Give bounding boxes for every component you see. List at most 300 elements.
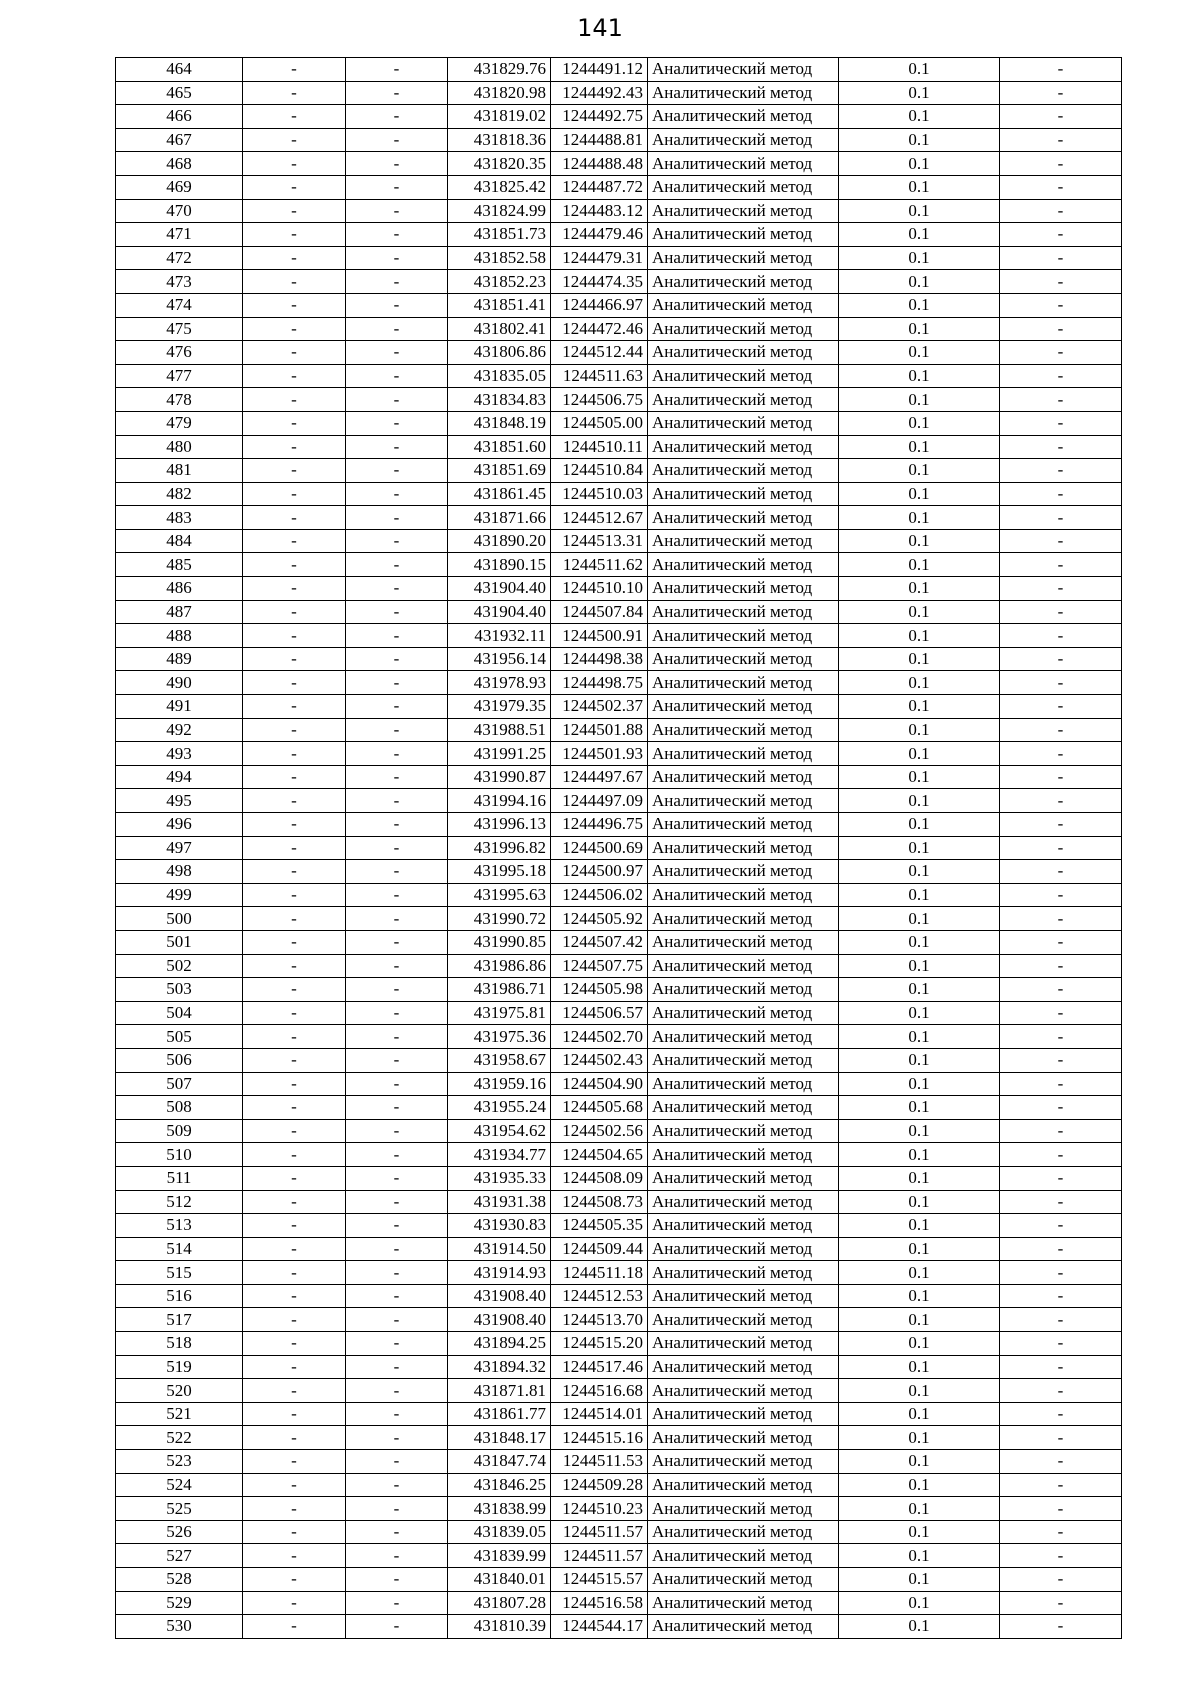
empty-cell: - — [1000, 1190, 1122, 1214]
x-coordinate-cell: 431852.58 — [448, 246, 551, 270]
point-number-cell: 473 — [116, 270, 243, 294]
y-coordinate-cell: 1244491.12 — [551, 58, 648, 82]
empty-cell: - — [1000, 695, 1122, 719]
x-coordinate-cell: 431956.14 — [448, 647, 551, 671]
empty-cell: - — [346, 742, 448, 766]
x-coordinate-cell: 431958.67 — [448, 1048, 551, 1072]
y-coordinate-cell: 1244502.43 — [551, 1048, 648, 1072]
empty-cell: - — [346, 435, 448, 459]
table-row — [116, 1450, 1122, 1474]
accuracy-cell: 0.1 — [839, 1497, 1000, 1521]
accuracy-cell: 0.1 — [839, 435, 1000, 459]
empty-cell: - — [1000, 789, 1122, 813]
empty-cell: - — [243, 506, 346, 530]
table-row — [116, 175, 1122, 199]
method-cell: Аналитический метод — [648, 978, 839, 1002]
empty-cell: - — [243, 1332, 346, 1356]
accuracy-cell: 0.1 — [839, 1214, 1000, 1238]
x-coordinate-cell: 431848.17 — [448, 1426, 551, 1450]
point-number-cell: 486 — [116, 577, 243, 601]
x-coordinate-cell: 431914.50 — [448, 1237, 551, 1261]
point-number-cell: 521 — [116, 1402, 243, 1426]
empty-cell: - — [346, 883, 448, 907]
table-row — [116, 1615, 1122, 1639]
point-number-cell: 483 — [116, 506, 243, 530]
method-cell: Аналитический метод — [648, 482, 839, 506]
table-row — [116, 58, 1122, 82]
x-coordinate-cell: 431890.20 — [448, 529, 551, 553]
method-cell: Аналитический метод — [648, 81, 839, 105]
empty-cell: - — [346, 978, 448, 1002]
point-number-cell: 517 — [116, 1308, 243, 1332]
empty-cell: - — [346, 246, 448, 270]
x-coordinate-cell: 431839.99 — [448, 1544, 551, 1568]
point-number-cell: 497 — [116, 836, 243, 860]
table-row — [116, 883, 1122, 907]
point-number-cell: 504 — [116, 1001, 243, 1025]
accuracy-cell: 0.1 — [839, 1237, 1000, 1261]
empty-cell: - — [346, 1426, 448, 1450]
method-cell: Аналитический метод — [648, 1615, 839, 1639]
table-row — [116, 813, 1122, 837]
empty-cell: - — [1000, 293, 1122, 317]
method-cell: Аналитический метод — [648, 765, 839, 789]
empty-cell: - — [243, 954, 346, 978]
empty-cell: - — [243, 1402, 346, 1426]
table-row — [116, 1190, 1122, 1214]
table-row — [116, 671, 1122, 695]
x-coordinate-cell: 431991.25 — [448, 742, 551, 766]
table-row — [116, 1261, 1122, 1285]
y-coordinate-cell: 1244507.42 — [551, 930, 648, 954]
y-coordinate-cell: 1244510.03 — [551, 482, 648, 506]
accuracy-cell: 0.1 — [839, 506, 1000, 530]
x-coordinate-cell: 431806.86 — [448, 341, 551, 365]
x-coordinate-cell: 431986.71 — [448, 978, 551, 1002]
empty-cell: - — [346, 1591, 448, 1615]
x-coordinate-cell: 431990.85 — [448, 930, 551, 954]
table-row — [116, 600, 1122, 624]
accuracy-cell: 0.1 — [839, 459, 1000, 483]
empty-cell: - — [1000, 482, 1122, 506]
point-number-cell: 516 — [116, 1284, 243, 1308]
table-row — [116, 435, 1122, 459]
empty-cell: - — [243, 1355, 346, 1379]
point-number-cell: 524 — [116, 1473, 243, 1497]
empty-cell: - — [1000, 813, 1122, 837]
point-number-cell: 499 — [116, 883, 243, 907]
x-coordinate-cell: 431990.72 — [448, 907, 551, 931]
y-coordinate-cell: 1244510.11 — [551, 435, 648, 459]
accuracy-cell: 0.1 — [839, 411, 1000, 435]
empty-cell: - — [1000, 199, 1122, 223]
accuracy-cell: 0.1 — [839, 223, 1000, 247]
accuracy-cell: 0.1 — [839, 647, 1000, 671]
empty-cell: - — [243, 1591, 346, 1615]
empty-cell: - — [1000, 647, 1122, 671]
point-number-cell: 474 — [116, 293, 243, 317]
table-row — [116, 364, 1122, 388]
table-row — [116, 293, 1122, 317]
empty-cell: - — [243, 175, 346, 199]
method-cell: Аналитический метод — [648, 1214, 839, 1238]
y-coordinate-cell: 1244488.48 — [551, 152, 648, 176]
empty-cell: - — [346, 1048, 448, 1072]
y-coordinate-cell: 1244511.63 — [551, 364, 648, 388]
method-cell: Аналитический метод — [648, 742, 839, 766]
accuracy-cell: 0.1 — [839, 813, 1000, 837]
empty-cell: - — [346, 58, 448, 82]
empty-cell: - — [243, 1520, 346, 1544]
y-coordinate-cell: 1244479.46 — [551, 223, 648, 247]
empty-cell: - — [243, 223, 346, 247]
method-cell: Аналитический метод — [648, 246, 839, 270]
table-row — [116, 1001, 1122, 1025]
x-coordinate-cell: 431988.51 — [448, 718, 551, 742]
empty-cell: - — [346, 105, 448, 129]
empty-cell: - — [243, 411, 346, 435]
empty-cell: - — [1000, 1308, 1122, 1332]
accuracy-cell: 0.1 — [839, 199, 1000, 223]
method-cell: Аналитический метод — [648, 1497, 839, 1521]
table-row — [116, 1544, 1122, 1568]
y-coordinate-cell: 1244502.70 — [551, 1025, 648, 1049]
y-coordinate-cell: 1244498.75 — [551, 671, 648, 695]
empty-cell: - — [243, 435, 346, 459]
table-row — [116, 1143, 1122, 1167]
empty-cell: - — [243, 577, 346, 601]
empty-cell: - — [346, 765, 448, 789]
table-row — [116, 553, 1122, 577]
point-number-cell: 464 — [116, 58, 243, 82]
empty-cell: - — [1000, 765, 1122, 789]
x-coordinate-cell: 431871.66 — [448, 506, 551, 530]
empty-cell: - — [346, 1001, 448, 1025]
empty-cell: - — [243, 1615, 346, 1639]
y-coordinate-cell: 1244500.69 — [551, 836, 648, 860]
y-coordinate-cell: 1244510.84 — [551, 459, 648, 483]
table-body — [116, 58, 1122, 1639]
x-coordinate-cell: 431847.74 — [448, 1450, 551, 1474]
method-cell: Аналитический метод — [648, 1308, 839, 1332]
accuracy-cell: 0.1 — [839, 364, 1000, 388]
empty-cell: - — [243, 1214, 346, 1238]
x-coordinate-cell: 431818.36 — [448, 128, 551, 152]
accuracy-cell: 0.1 — [839, 860, 1000, 884]
empty-cell: - — [1000, 506, 1122, 530]
x-coordinate-cell: 431839.05 — [448, 1520, 551, 1544]
accuracy-cell: 0.1 — [839, 270, 1000, 294]
x-coordinate-cell: 431994.16 — [448, 789, 551, 813]
empty-cell: - — [243, 978, 346, 1002]
empty-cell: - — [243, 765, 346, 789]
point-number-cell: 475 — [116, 317, 243, 341]
y-coordinate-cell: 1244487.72 — [551, 175, 648, 199]
table-row — [116, 1379, 1122, 1403]
table-row — [116, 1237, 1122, 1261]
empty-cell: - — [346, 600, 448, 624]
empty-cell: - — [1000, 1214, 1122, 1238]
empty-cell: - — [1000, 1096, 1122, 1120]
empty-cell: - — [1000, 1237, 1122, 1261]
table-row — [116, 1332, 1122, 1356]
empty-cell: - — [346, 1473, 448, 1497]
x-coordinate-cell: 431908.40 — [448, 1284, 551, 1308]
x-coordinate-cell: 431851.60 — [448, 435, 551, 459]
empty-cell: - — [346, 1497, 448, 1521]
y-coordinate-cell: 1244498.38 — [551, 647, 648, 671]
empty-cell: - — [1000, 1402, 1122, 1426]
point-number-cell: 509 — [116, 1119, 243, 1143]
empty-cell: - — [346, 341, 448, 365]
method-cell: Аналитический метод — [648, 1426, 839, 1450]
accuracy-cell: 0.1 — [839, 1473, 1000, 1497]
y-coordinate-cell: 1244472.46 — [551, 317, 648, 341]
empty-cell: - — [243, 624, 346, 648]
table-row — [116, 1520, 1122, 1544]
empty-cell: - — [243, 293, 346, 317]
method-cell: Аналитический метод — [648, 1544, 839, 1568]
point-number-cell: 505 — [116, 1025, 243, 1049]
table-row — [116, 978, 1122, 1002]
table-row — [116, 1048, 1122, 1072]
x-coordinate-cell: 431975.36 — [448, 1025, 551, 1049]
method-cell: Аналитический метод — [648, 105, 839, 129]
method-cell: Аналитический метод — [648, 1119, 839, 1143]
empty-cell: - — [243, 364, 346, 388]
point-number-cell: 479 — [116, 411, 243, 435]
method-cell: Аналитический метод — [648, 1048, 839, 1072]
y-coordinate-cell: 1244506.57 — [551, 1001, 648, 1025]
empty-cell: - — [346, 930, 448, 954]
table-row — [116, 1166, 1122, 1190]
accuracy-cell: 0.1 — [839, 1615, 1000, 1639]
y-coordinate-cell: 1244474.35 — [551, 270, 648, 294]
empty-cell: - — [1000, 1048, 1122, 1072]
empty-cell: - — [346, 175, 448, 199]
accuracy-cell: 0.1 — [839, 907, 1000, 931]
table-row — [116, 789, 1122, 813]
method-cell: Аналитический метод — [648, 1568, 839, 1592]
empty-cell: - — [243, 1426, 346, 1450]
point-number-cell: 491 — [116, 695, 243, 719]
empty-cell: - — [243, 600, 346, 624]
accuracy-cell: 0.1 — [839, 246, 1000, 270]
point-number-cell: 480 — [116, 435, 243, 459]
empty-cell: - — [1000, 624, 1122, 648]
table-row — [116, 907, 1122, 931]
point-number-cell: 465 — [116, 81, 243, 105]
empty-cell: - — [243, 1568, 346, 1592]
point-number-cell: 528 — [116, 1568, 243, 1592]
empty-cell: - — [243, 742, 346, 766]
point-number-cell: 487 — [116, 600, 243, 624]
method-cell: Аналитический метод — [648, 1096, 839, 1120]
empty-cell: - — [346, 907, 448, 931]
empty-cell: - — [243, 1237, 346, 1261]
point-number-cell: 527 — [116, 1544, 243, 1568]
empty-cell: - — [1000, 1520, 1122, 1544]
point-number-cell: 467 — [116, 128, 243, 152]
accuracy-cell: 0.1 — [839, 718, 1000, 742]
x-coordinate-cell: 431852.23 — [448, 270, 551, 294]
empty-cell: - — [1000, 364, 1122, 388]
empty-cell: - — [346, 317, 448, 341]
table-row — [116, 246, 1122, 270]
method-cell: Аналитический метод — [648, 1402, 839, 1426]
accuracy-cell: 0.1 — [839, 1591, 1000, 1615]
table-row — [116, 695, 1122, 719]
accuracy-cell: 0.1 — [839, 1143, 1000, 1167]
y-coordinate-cell: 1244513.70 — [551, 1308, 648, 1332]
empty-cell: - — [1000, 1072, 1122, 1096]
accuracy-cell: 0.1 — [839, 553, 1000, 577]
method-cell: Аналитический метод — [648, 175, 839, 199]
table-row — [116, 1591, 1122, 1615]
accuracy-cell: 0.1 — [839, 1568, 1000, 1592]
point-number-cell: 488 — [116, 624, 243, 648]
x-coordinate-cell: 431986.86 — [448, 954, 551, 978]
y-coordinate-cell: 1244507.84 — [551, 600, 648, 624]
accuracy-cell: 0.1 — [839, 175, 1000, 199]
point-number-cell: 519 — [116, 1355, 243, 1379]
table-row — [116, 482, 1122, 506]
table-row — [116, 930, 1122, 954]
point-number-cell: 476 — [116, 341, 243, 365]
empty-cell: - — [1000, 152, 1122, 176]
empty-cell: - — [243, 128, 346, 152]
empty-cell: - — [243, 81, 346, 105]
empty-cell: - — [346, 1119, 448, 1143]
empty-cell: - — [243, 1096, 346, 1120]
accuracy-cell: 0.1 — [839, 341, 1000, 365]
method-cell: Аналитический метод — [648, 954, 839, 978]
empty-cell: - — [243, 1001, 346, 1025]
empty-cell: - — [346, 411, 448, 435]
point-number-cell: 525 — [116, 1497, 243, 1521]
empty-cell: - — [1000, 1568, 1122, 1592]
empty-cell: - — [1000, 553, 1122, 577]
empty-cell: - — [243, 1119, 346, 1143]
empty-cell: - — [1000, 317, 1122, 341]
empty-cell: - — [243, 341, 346, 365]
empty-cell: - — [1000, 930, 1122, 954]
accuracy-cell: 0.1 — [839, 978, 1000, 1002]
x-coordinate-cell: 431979.35 — [448, 695, 551, 719]
empty-cell: - — [346, 1615, 448, 1639]
table-row — [116, 1473, 1122, 1497]
empty-cell: - — [243, 553, 346, 577]
point-number-cell: 510 — [116, 1143, 243, 1167]
table-row — [116, 199, 1122, 223]
point-number-cell: 507 — [116, 1072, 243, 1096]
x-coordinate-cell: 431871.81 — [448, 1379, 551, 1403]
accuracy-cell: 0.1 — [839, 1048, 1000, 1072]
method-cell: Аналитический метод — [648, 411, 839, 435]
method-cell: Аналитический метод — [648, 270, 839, 294]
accuracy-cell: 0.1 — [839, 1355, 1000, 1379]
accuracy-cell: 0.1 — [839, 128, 1000, 152]
empty-cell: - — [346, 1402, 448, 1426]
y-coordinate-cell: 1244511.57 — [551, 1544, 648, 1568]
method-cell: Аналитический метод — [648, 577, 839, 601]
point-number-cell: 477 — [116, 364, 243, 388]
table-row — [116, 836, 1122, 860]
point-number-cell: 526 — [116, 1520, 243, 1544]
y-coordinate-cell: 1244511.57 — [551, 1520, 648, 1544]
point-number-cell: 520 — [116, 1379, 243, 1403]
accuracy-cell: 0.1 — [839, 1379, 1000, 1403]
y-coordinate-cell: 1244517.46 — [551, 1355, 648, 1379]
empty-cell: - — [243, 860, 346, 884]
method-cell: Аналитический метод — [648, 600, 839, 624]
accuracy-cell: 0.1 — [839, 388, 1000, 412]
y-coordinate-cell: 1244511.18 — [551, 1261, 648, 1285]
empty-cell: - — [243, 58, 346, 82]
empty-cell: - — [1000, 411, 1122, 435]
point-number-cell: 495 — [116, 789, 243, 813]
empty-cell: - — [1000, 1119, 1122, 1143]
empty-cell: - — [243, 105, 346, 129]
empty-cell: - — [346, 459, 448, 483]
accuracy-cell: 0.1 — [839, 789, 1000, 813]
empty-cell: - — [243, 813, 346, 837]
empty-cell: - — [243, 1072, 346, 1096]
x-coordinate-cell: 431904.40 — [448, 600, 551, 624]
method-cell: Аналитический метод — [648, 624, 839, 648]
method-cell: Аналитический метод — [648, 671, 839, 695]
empty-cell: - — [1000, 388, 1122, 412]
x-coordinate-cell: 431914.93 — [448, 1261, 551, 1285]
accuracy-cell: 0.1 — [839, 742, 1000, 766]
method-cell: Аналитический метод — [648, 152, 839, 176]
method-cell: Аналитический метод — [648, 836, 839, 860]
y-coordinate-cell: 1244500.91 — [551, 624, 648, 648]
accuracy-cell: 0.1 — [839, 1072, 1000, 1096]
x-coordinate-cell: 431995.18 — [448, 860, 551, 884]
point-number-cell: 518 — [116, 1332, 243, 1356]
x-coordinate-cell: 431846.25 — [448, 1473, 551, 1497]
table-row — [116, 1119, 1122, 1143]
empty-cell: - — [346, 954, 448, 978]
point-number-cell: 494 — [116, 765, 243, 789]
y-coordinate-cell: 1244508.73 — [551, 1190, 648, 1214]
point-number-cell: 501 — [116, 930, 243, 954]
x-coordinate-cell: 431894.32 — [448, 1355, 551, 1379]
table-row — [116, 577, 1122, 601]
empty-cell: - — [346, 671, 448, 695]
x-coordinate-cell: 431930.83 — [448, 1214, 551, 1238]
empty-cell: - — [346, 1355, 448, 1379]
table-row — [116, 860, 1122, 884]
empty-cell: - — [346, 270, 448, 294]
point-number-cell: 530 — [116, 1615, 243, 1639]
table-row — [116, 411, 1122, 435]
y-coordinate-cell: 1244515.20 — [551, 1332, 648, 1356]
y-coordinate-cell: 1244505.92 — [551, 907, 648, 931]
point-number-cell: 513 — [116, 1214, 243, 1238]
empty-cell: - — [346, 1072, 448, 1096]
empty-cell: - — [1000, 671, 1122, 695]
x-coordinate-cell: 431990.87 — [448, 765, 551, 789]
table-row — [116, 1096, 1122, 1120]
table-row — [116, 506, 1122, 530]
empty-cell: - — [243, 718, 346, 742]
accuracy-cell: 0.1 — [839, 765, 1000, 789]
empty-cell: - — [346, 718, 448, 742]
y-coordinate-cell: 1244497.09 — [551, 789, 648, 813]
table-row — [116, 1072, 1122, 1096]
